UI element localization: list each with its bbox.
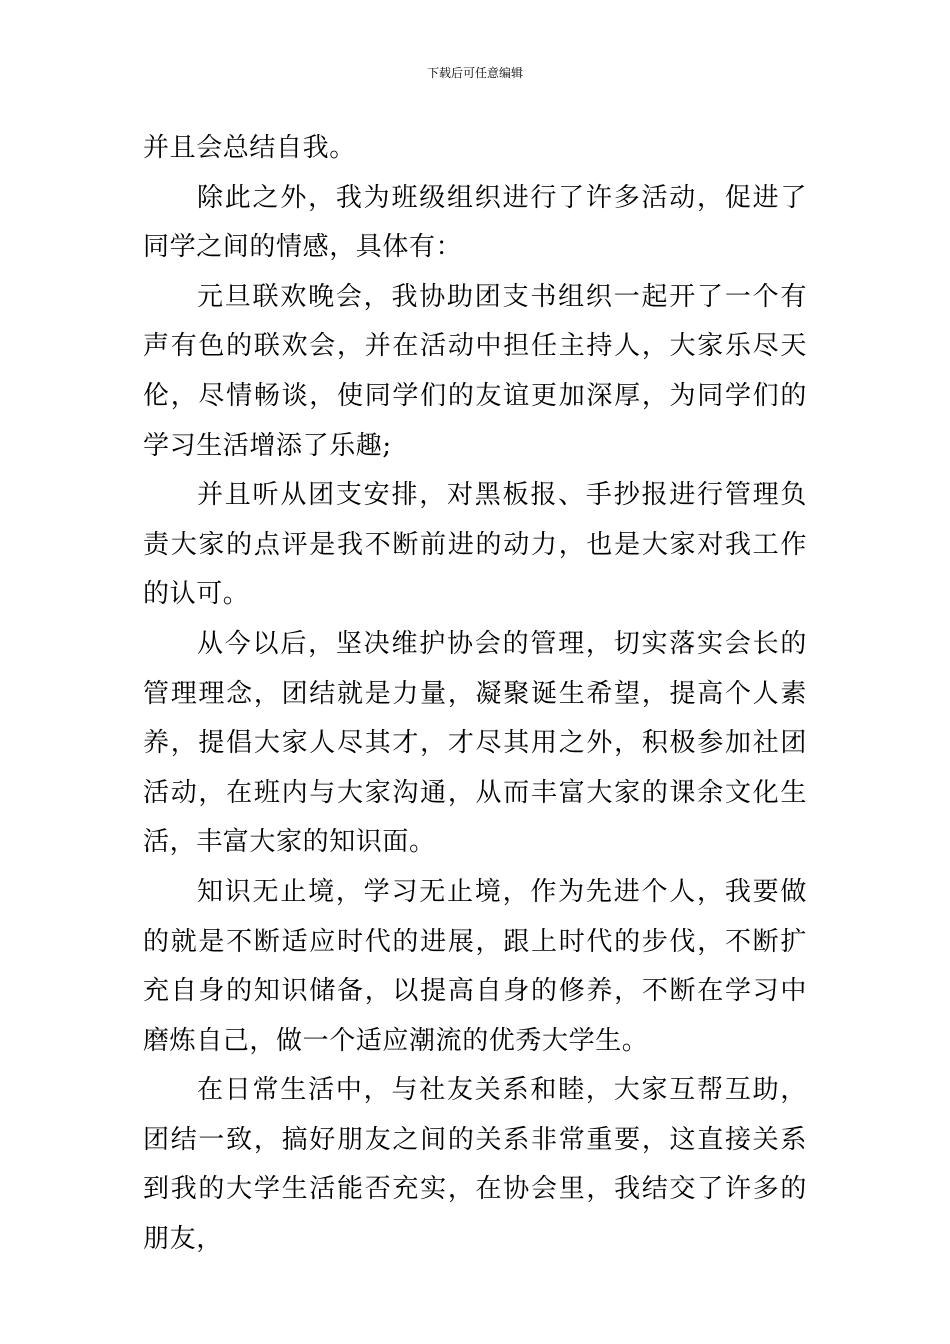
- paragraph-1: 并且会总结自我。: [143, 133, 356, 163]
- document-body: [143, 124, 807, 1265]
- paragraph-2: 除此之外，我为班级组织进行了许多活动，促进了同学之间的情感，具体有：: [143, 182, 807, 263]
- paragraph-7: 在日常生活中，与社友关系和睦，大家互帮互助，团结一致，搞好朋友之间的关系非常重要，这直接关系到我的大学生活能否充实，在协会里，我结交了许多的朋友，: [143, 1075, 807, 1255]
- paragraph-4: 并且听从团支安排，对黑板报、手抄报进行管理负责大家的点评是我不断前进的动力，也是大家对我工作的认可。: [143, 480, 807, 610]
- paragraph-3: 元旦联欢晚会，我协助团支书组织一起开了一个有声有色的联欢会，并在活动中担任主持人，大家乐尽天伦，尽情畅谈，使同学们的友谊更加深厚，为同学们的学习生活增添了乐趣;: [143, 281, 807, 461]
- paragraph-6: 知识无止境，学习无止境，作为先进个人，我要做的就是不断适应时代的进展，跟上时代的步伐，不断扩充自身的知识储备，以提高自身的修养，不断在学习中磨炼自己，做一个适应潮流的优秀大学生。: [143, 876, 807, 1056]
- paragraph-5: 从今以后，坚决维护协会的管理，切实落实会长的管理理念，团结就是力量，凝聚诞生希望，提高个人素养，提倡大家人尽其才，才尽其用之外，积极参加社团活动，在班内与大家沟通，从而丰富大家的课余文化生活，丰富大家的知识面。: [143, 628, 807, 858]
- page-header: 下载后可任意编辑: [426, 66, 523, 80]
